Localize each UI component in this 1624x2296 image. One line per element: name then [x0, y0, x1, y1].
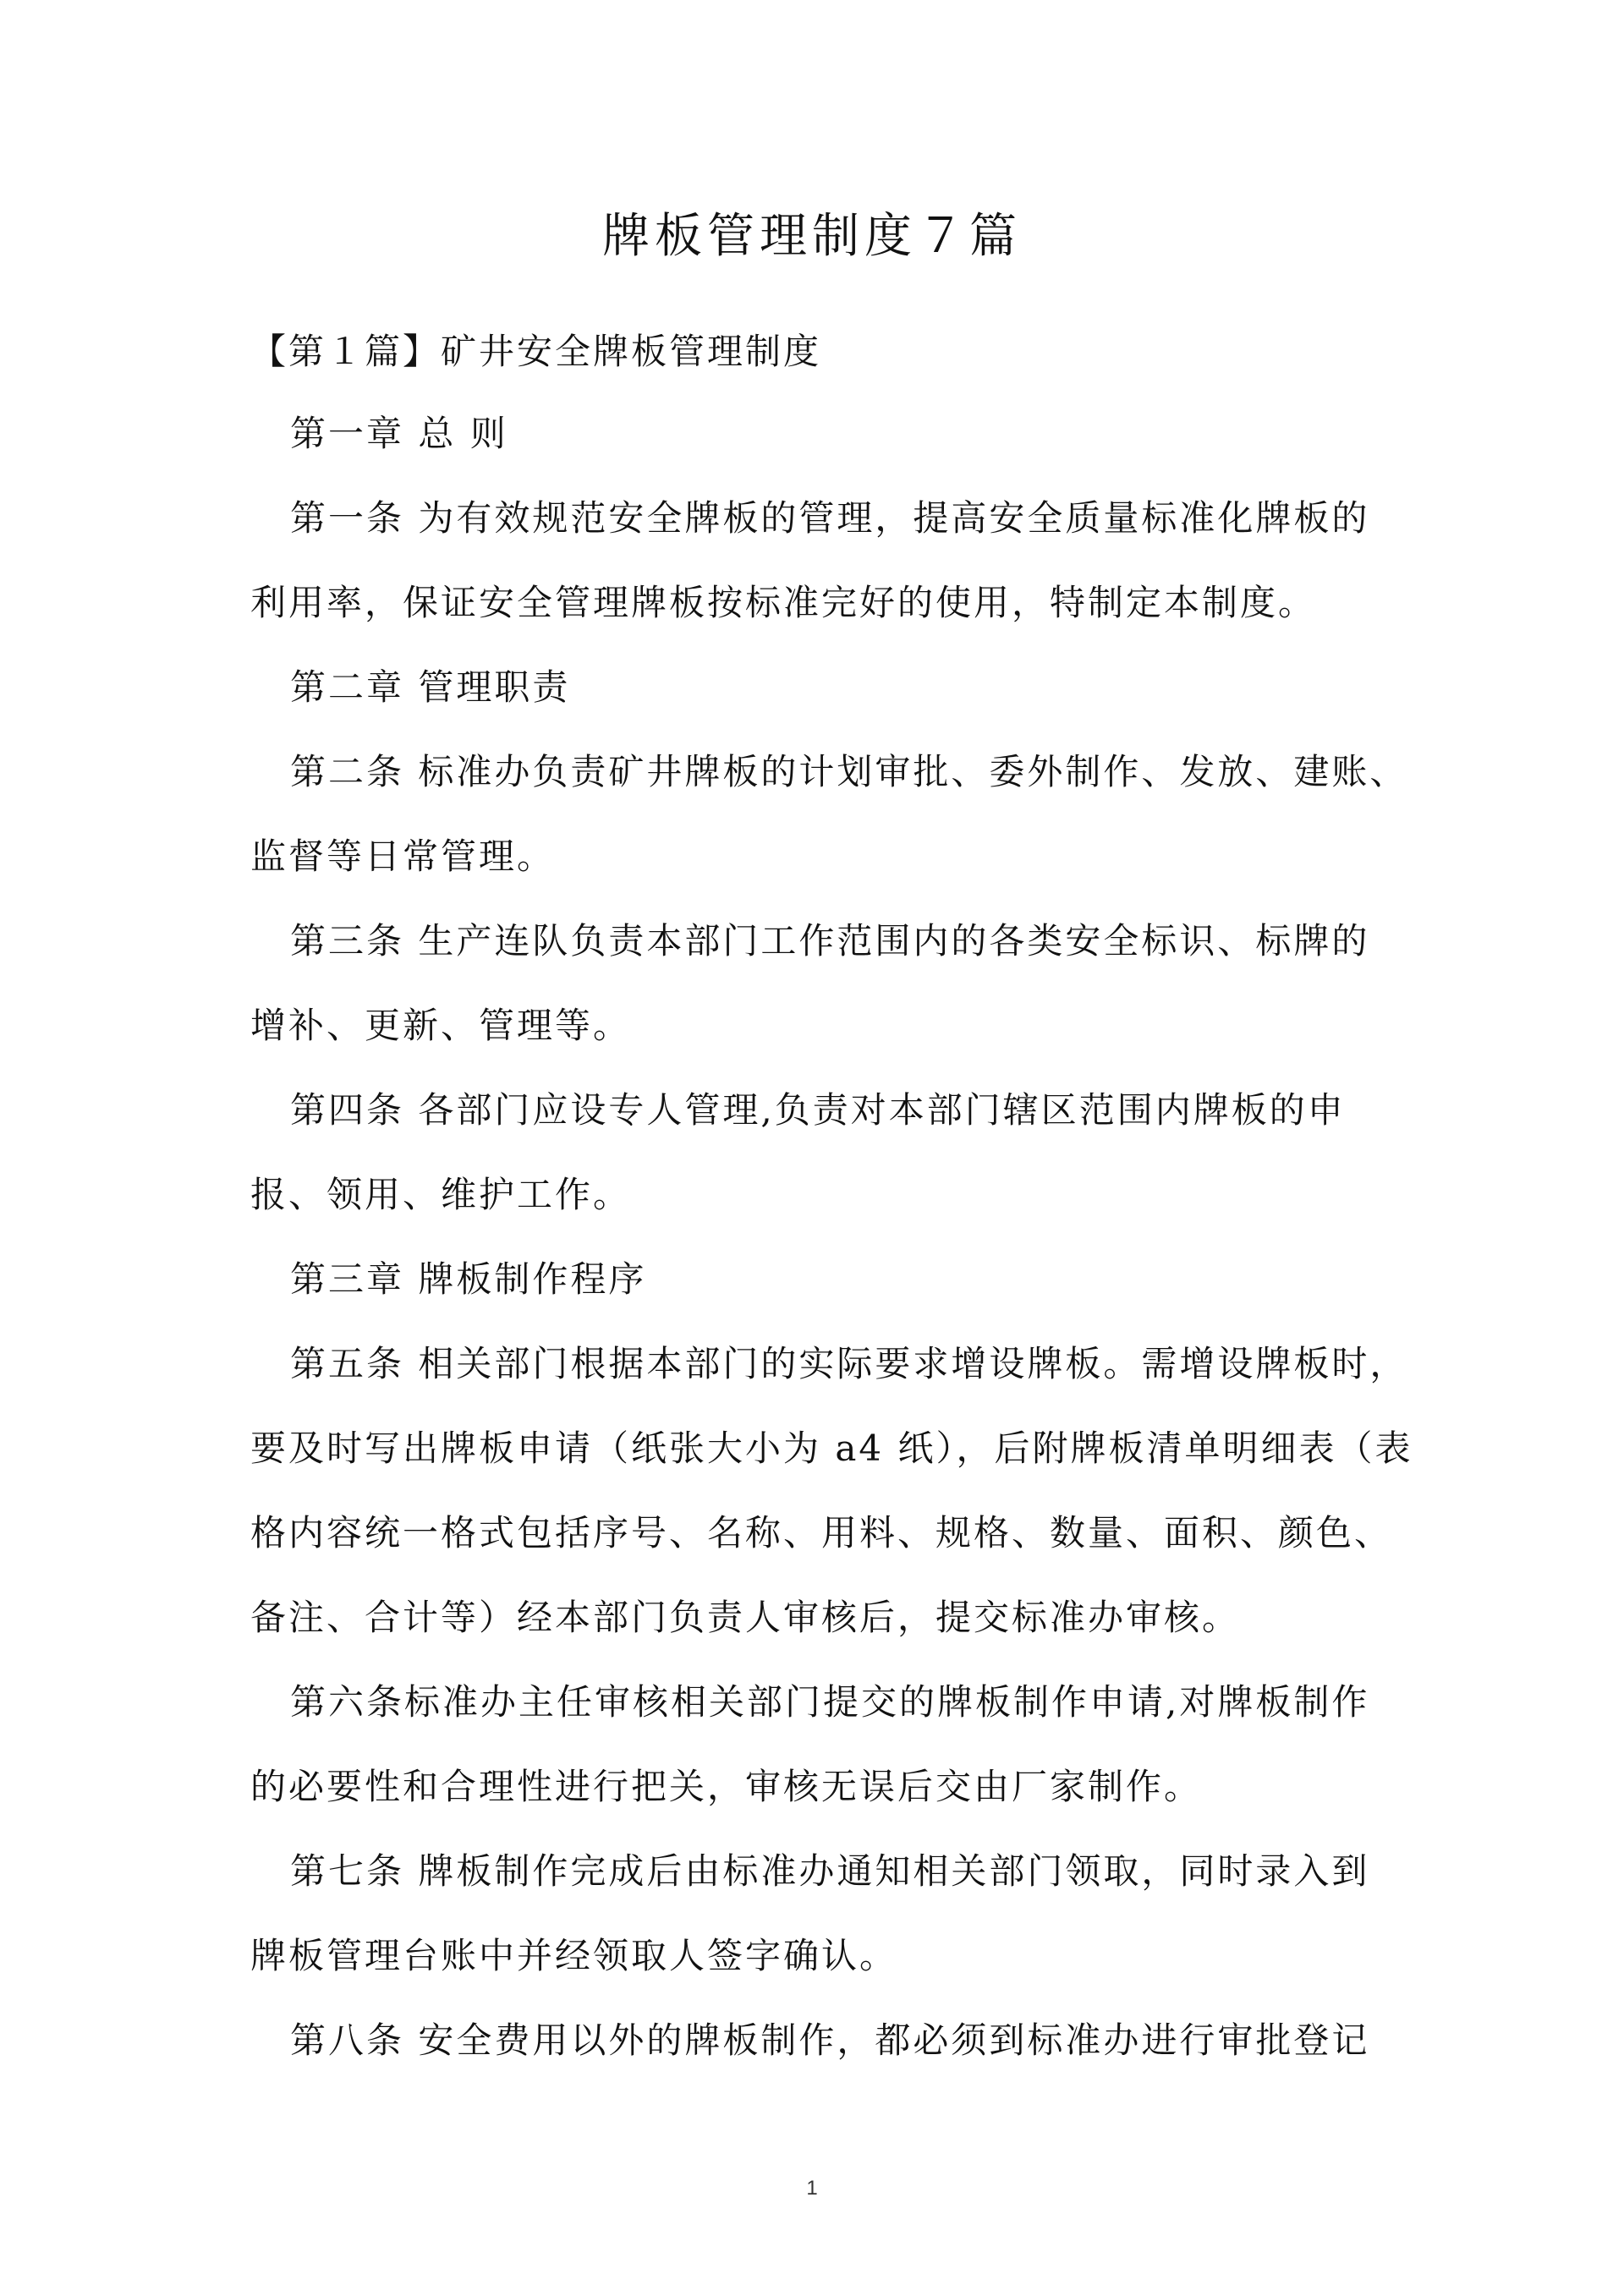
paragraph-line: 利用率，保证安全管理牌板按标准完好的使用，特制定本制度。	[250, 582, 1317, 623]
paragraph-line: 增补、更新、管理等。	[250, 1005, 632, 1046]
document-title: 牌板管理制度７篇	[602, 209, 1022, 264]
page-number: 1	[806, 2177, 818, 2200]
paragraph-line: 第四条 各部门应设专人管理,负责对本部门辖区范围内牌板的申	[290, 1089, 1346, 1131]
paragraph-line: 牌板管理台账中并经领取人签字确认。	[250, 1935, 898, 1976]
paragraph-line: 格内容统一格式包括序号、名称、用料、规格、数量、面积、颜色、	[250, 1512, 1393, 1553]
paragraph-line: 第一条 为有效规范安全牌板的管理，提高安全质量标准化牌板的	[290, 497, 1370, 539]
paragraph-line: 第二条 标准办负责矿井牌板的计划审批、委外制作、发放、建账、	[290, 751, 1408, 792]
paragraph-line: 监督等日常管理。	[250, 836, 556, 877]
paragraph-line: 第五条 相关部门根据本部门的实际要求增设牌板。需增设牌板时，	[290, 1343, 1408, 1384]
paragraph-line: 第八条 安全费用以外的牌板制作，都必须到标准办进行审批登记	[290, 2019, 1370, 2061]
chapter-heading: 第三章 牌板制作程序	[290, 1258, 647, 1300]
paragraph-line: 第七条 牌板制作完成后由标准办通知相关部门领取，同时录入到	[290, 1850, 1370, 1892]
paragraph-line: 第六条标准办主任审核相关部门提交的牌板制作申请,对牌板制作	[290, 1681, 1370, 1723]
paragraph-line: 的必要性和合理性进行把关，审核无误后交由厂家制作。	[250, 1766, 1203, 1807]
chapter-heading: 第二章 管理职责	[290, 666, 571, 708]
paragraph-line: 第三条 生产连队负责本部门工作范围内的各类安全标识、标牌的	[290, 920, 1370, 962]
section-heading: 【第１篇】矿井安全牌板管理制度	[250, 331, 822, 372]
chapter-heading: 第一章 总 则	[290, 413, 508, 454]
paragraph-line: 备注、合计等）经本部门负责人审核后，提交标准办审核。	[250, 1597, 1241, 1638]
paragraph-line: 要及时写出牌板申请（纸张大小为 a4 纸），后附牌板清单明细表（表	[250, 1427, 1413, 1469]
paragraph-line: 报、领用、维护工作。	[250, 1174, 632, 1215]
